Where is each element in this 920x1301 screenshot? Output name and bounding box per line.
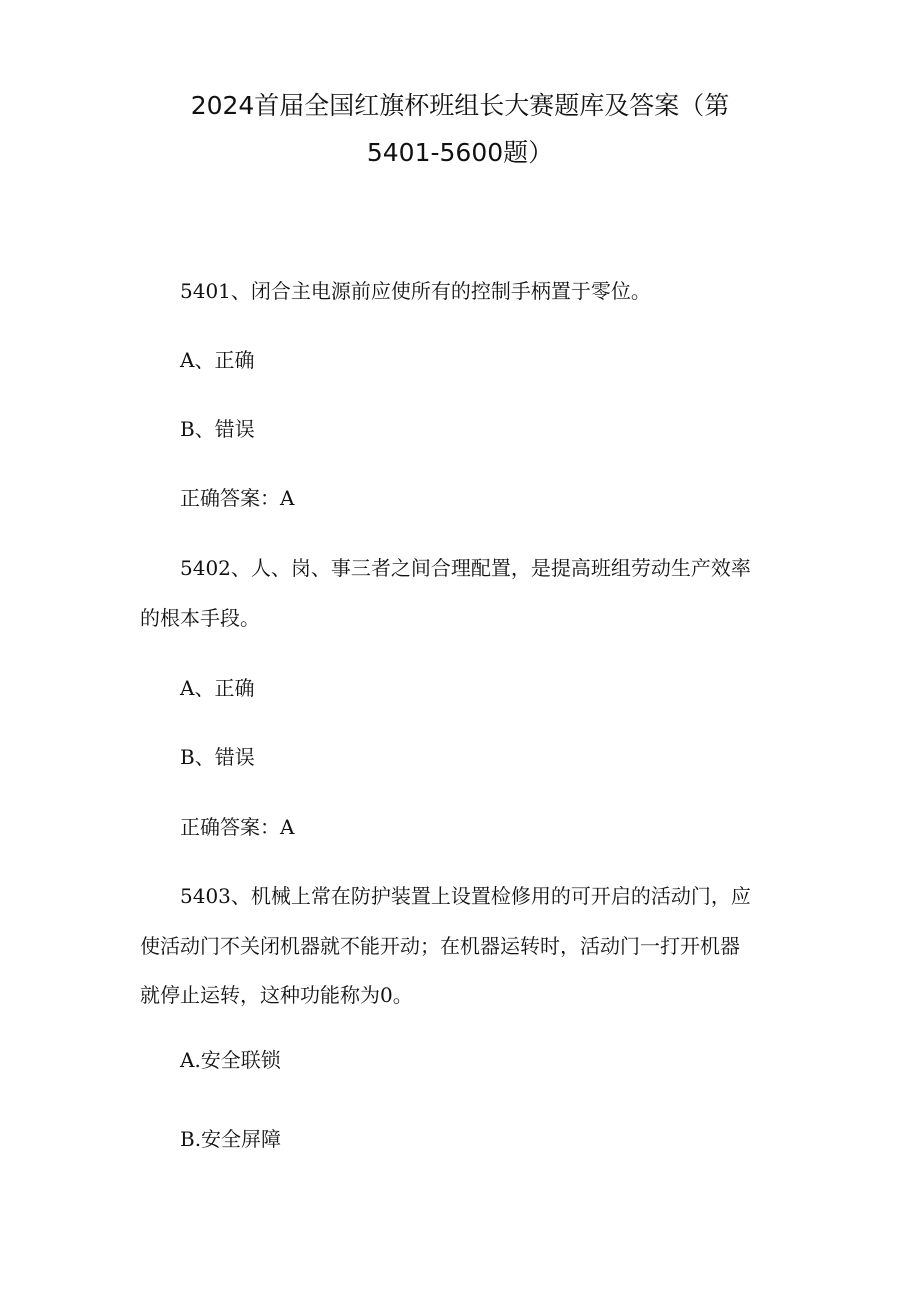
question-5402-option-b: B、错误 bbox=[180, 745, 255, 769]
question-5403-stem-line-3: 就停止运转，这种功能称为0。 bbox=[140, 983, 413, 1007]
question-5403-stem-line-1: 5403、机械上常在防护装置上设置检修用的可开启的活动门，应 bbox=[180, 884, 751, 908]
question-5403-option-b: B.安全屏障 bbox=[180, 1127, 282, 1151]
question-5403-stem-line-2: 使活动门不关闭机器就不能开动；在机器运转时，活动门一打开机器 bbox=[140, 934, 740, 958]
question-5402-stem-line-1: 5402、人、岗、事三者之间合理配置，是提高班组劳动生产效率 bbox=[180, 556, 751, 580]
question-5401-answer: 正确答案：A bbox=[180, 486, 295, 510]
document-title-line-2: 5401-5600题） bbox=[366, 138, 554, 167]
document-title-line-1: 2024首届全国红旗杯班组长大赛题库及答案（第 bbox=[190, 91, 730, 120]
question-5403-option-a: A.安全联锁 bbox=[180, 1048, 281, 1072]
question-5402-stem-line-2: 的根本手段。 bbox=[140, 606, 260, 630]
question-5402-answer: 正确答案：A bbox=[180, 815, 295, 839]
question-5402-option-a: A、正确 bbox=[180, 676, 255, 700]
question-5401-option-b: B、错误 bbox=[180, 417, 255, 441]
question-5401-option-a: A、正确 bbox=[180, 348, 255, 372]
question-5401-stem: 5401、闭合主电源前应使所有的控制手柄置于零位。 bbox=[180, 279, 651, 303]
